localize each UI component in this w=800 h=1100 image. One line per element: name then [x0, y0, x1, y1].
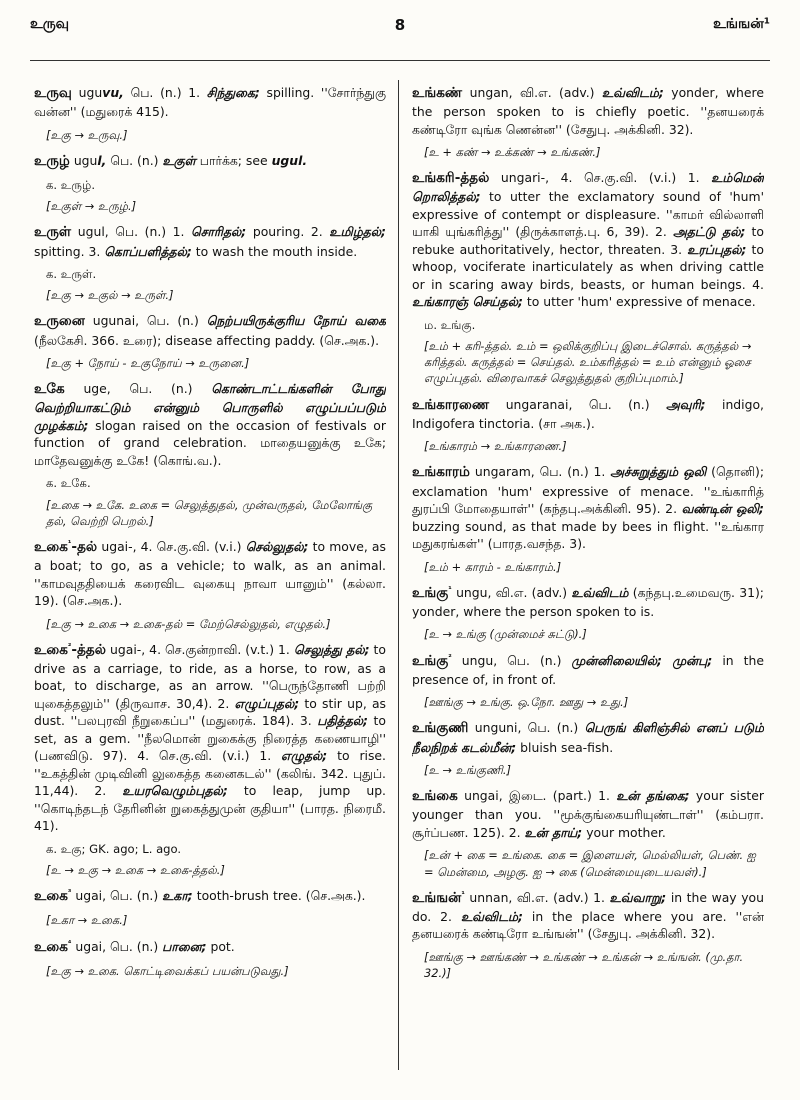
page-number: 8: [394, 16, 406, 34]
entry-headword: உங்கு$^{^1}$: [412, 584, 452, 601]
dictionary-entry: [34, 538, 386, 610]
header-left-guide-word: உருவு: [30, 16, 70, 32]
header-right-guide-word: உங்ஙன்¹: [713, 16, 770, 32]
entry-definition: unguni, பெ. (n.) பெருங் கிளிஞ்சில் எனப் படும் நீலநிறக் கடல்மீன்; bluish sea-fish.: [412, 720, 764, 755]
entry-etymology: [உகா → உகை.]: [46, 913, 128, 928]
entry-etymology: [ஊங்கு → உங்கு. ஒ.நோ. ஊது → உது.]: [424, 695, 629, 710]
entry-etymology: [உ → உகு → உகை → உகை-த்தல்.]: [46, 862, 225, 877]
entry-cognate: க. உகே.: [46, 476, 91, 491]
dictionary-entry: [412, 396, 764, 433]
entry-definition: ugai, பெ. (n.) உகா; tooth-brush tree. (செ.அக.).: [75, 888, 366, 904]
entry-headword: உங்கண்: [412, 85, 463, 101]
entry-definition: ungu, வி.எ. (adv.) உவ்விடம் (கந்தபு.உமைவரு. 31); yonder, where the person spoken to is.: [412, 584, 764, 619]
entry-headword: உகை$^{^3}$: [34, 887, 72, 905]
entry-headword: உகை$^{^1}$-தல்: [34, 538, 98, 555]
entry-headword: உங்காரணை: [412, 396, 490, 413]
dictionary-entry: [412, 584, 764, 621]
entry-definition: ungaram, பெ. (n.) 1. அச்சுறுத்தும் ஒலி (தொனி); exclamation 'hum' expressive of menace. ''உங்காரித் துரப்பி மோதையாள்'' (கந்தபு.அக்கினி. 95). 2. வண்டின் ஒலி; buzzing sound, as that made by bees in flight. ''உங்கார மதுகரங்கள்'' (பாரத.வசந்த. 3).: [412, 464, 764, 552]
entry-etymology: [உம் + காரம் - உங்காரம்.]: [424, 559, 562, 574]
entry-definition: ungaranai, பெ. (n.) அவுரி; indigo, Indigofera tinctoria. (சா அக.).: [412, 396, 764, 431]
left-column: [34, 84, 386, 1084]
entry-definition: ungai, இடை. (part.) 1. உன் தங்கை; your sister younger than you. ''மூக்குங்கையரியுண்டாள்'' (கம்பரா. சூர்ப்பண. 125). 2. உன் தாய்; your mother.: [412, 788, 764, 840]
entry-definition: ugai, பெ. (n.) பானை; pot.: [75, 938, 235, 954]
entry-headword: உருனை: [34, 313, 85, 330]
dictionary-entry: [34, 380, 386, 469]
entry-cognate: க. உருழ்.: [46, 177, 96, 192]
entry-definition: ugai-, 4. செ.குன்றாவி. (v.t.) 1. செலுத்து தல்; to drive as a carriage, to ride, as a horse, to row, as a boat, to discharge, as an arrow. ''பெருந்தோணி பற்றி யுகைத்தலும்'' (திருவாச. 30,4). 2. எழுப்புதல்; to stir up, as dust. ''பலபுரவி நீறுகைப்ப'' (மதுரைக். 184). 3. பதித்தல்; to set, as a gem. ''நீலமொன் றுகைக்கு நிரைத்த கணையாழி'' (பணவிடு. 97). 4. செ.கு.வி. (v.i.) 1. எழுதல்; to rise. ''உகத்தின் முடிவினி லுகைத்த கனைகடல்'' (கலிங். 342. புதுப். 11,44). 2. உயரவெழும்புதல்; to leap, jump up. ''கொடிந்தடந் தேரினின் றுகைத்துமுன் குதியா'' (பாரத. நிரைமீ. 41).: [34, 641, 386, 834]
entry-definition: ugul, பெ. (n.) 1. சொரிதல்; pouring. 2. உமிழ்தல்; spitting. 3. கொப்பளித்தல்; to wash the mouth inside.: [34, 224, 386, 259]
dictionary-entry: [412, 463, 764, 552]
dictionary-entry: [34, 152, 386, 171]
entry-etymology: [உங்காரம் → உங்காரணை.]: [424, 439, 567, 454]
dictionary-entry: [412, 84, 764, 138]
dictionary-entry: [34, 938, 386, 957]
entry-etymology: [உ + கண் → உக்கண் → உங்கண்.]: [424, 145, 601, 160]
entry-definition: ugunai, பெ. (n.) நெற்பயிருக்குரிய நோய் வகை (நீலகேசி. 366. உரை); disease affecting paddy. (செ.அக.).: [34, 313, 386, 348]
entry-definition: unnan, வி.எ. (adv.) 1. உவ்வாறு; in the way you do. 2. உவ்விடம்; in the place where you are. ''என் தனயரைக் கண்டிரோ உங்ஙன்'' (சேதுபு. அக்கினி. 32).: [412, 889, 764, 942]
dictionary-entry: [412, 169, 764, 311]
entry-etymology: [உ → உங்குணி.]: [424, 763, 511, 778]
dictionary-entry: [412, 719, 764, 756]
dictionary-entry: [34, 84, 386, 121]
entry-cognate: க. உருள்.: [46, 267, 97, 282]
entry-headword: உங்காரம்: [412, 464, 470, 481]
entry-etymology: [உகு → உருவு.]: [46, 127, 128, 142]
entry-headword: உகை$^{^4}$: [34, 937, 72, 955]
page-header: [30, 16, 770, 40]
entry-cognate: க. உகு; GK. ago; L. ago.: [46, 841, 182, 856]
entry-headword: உங்கரி-த்தல்: [412, 170, 490, 187]
entry-headword: உருழ்: [34, 152, 70, 169]
dictionary-entry: [34, 223, 386, 260]
entry-cognate: ம. உங்கு.: [424, 317, 476, 332]
entry-etymology: [உ → உங்கு (முன்மைச் சுட்டு).]: [424, 627, 587, 642]
right-column: [412, 84, 764, 1084]
entry-headword: உங்குணி: [412, 720, 469, 737]
dictionary-entry: [34, 312, 386, 349]
entry-definition: uguvu, பெ. (n.) 1. சிந்துகை; spilling. ''சோர்ந்துகு வன்ன'' (மதுரைக் 415).: [34, 85, 386, 120]
entry-headword: உருவு: [34, 85, 72, 101]
entry-headword: உங்ஙன்$^{^1}$: [412, 889, 465, 906]
entry-definition: ugai-, 4. செ.கு.வி. (v.i.) செல்லுதல்; to move, as a boat; to go, as a vehicle; to walk, as an animal. ''காமவுததியைக் கரைவிட வுகையு நாவா யானும்'' (கல்லா. 19). (செ.அக.).: [34, 538, 386, 609]
entry-etymology: [உகு → உகை. கொட்டிவைக்கப் பயன்படுவது.]: [46, 963, 289, 978]
entry-etymology: [உம் + கரி-த்தல். உம் = ஒலிக்குறிப்பு இடைச்சொல். கருத்தல் → கரித்தல். கருத்தல் = செய்தல். உம்கரித்தல் = உம் என்னும் ஓசை எழுப்புதல். விரைவாகச் செலுத்துதல் குறிப்புமாம்.]: [424, 339, 752, 386]
entry-etymology: [உகு → உகை → உகை-தல் = மேற்செல்லுதல், எழுதல்.]: [46, 616, 331, 631]
entry-headword: உருள்: [34, 224, 72, 241]
entry-etymology: [உகுள் → உருழ்.]: [46, 199, 137, 214]
entry-definition: ugul, பெ. (n.) உகுள் பார்க்க; see ugul.: [73, 152, 308, 168]
entry-headword: உங்கு$^{^2}$: [412, 652, 452, 669]
column-divider: [398, 80, 399, 1070]
entry-etymology: [உகை → உகே. உகை = செலுத்துதல், முன்வருதல், மேலோங்கு தல், வெற்றி பெறல்.]: [46, 497, 373, 528]
dictionary-entry: [34, 641, 386, 835]
entry-definition: uge, பெ. (n.) கொண்டாட்டங்களின் போது வெற்றியாகட்டும் என்னும் பொருளில் எழுப்பப்படும் முழக்கம்; slogan raised on the occasion of festivals or function of grand celebration. மாதையனுக்கு உகே; மாதேவனுக்கு உகே! (கொங்.வ.).: [34, 381, 386, 468]
entry-headword: உகே: [34, 381, 65, 398]
header-rule: [30, 60, 770, 61]
entry-headword: உங்கை: [412, 788, 458, 805]
entry-etymology: [உகு → உகுல் → உருள்.]: [46, 288, 174, 303]
entry-definition: ungu, பெ. (n.) முன்னிலையில்; முன்பு; in the presence of, in front of.: [412, 652, 764, 687]
dictionary-entry: [412, 652, 764, 689]
dictionary-entry: [34, 887, 386, 906]
entry-etymology: [உகு + நோய் - உகுநோய் → உருனை.]: [46, 356, 250, 371]
entry-definition: ungari-, 4. செ.கு.வி. (v.i.) 1. உம்மென் றொலித்தல்; to utter the exclamatory sound of 'hum' expressive of contempt or displeasure. ''காமர் வில்லாளி யாகி யுங்கரித்து'' (திருக்காளத்.பு. 6, 39). 2. அதட்டு தல்; to rebuke authoritatively, hector, threaten. 3. உரப்புதல்; to whoop, vociferate inarticulately as when driving cattle or in scaring away birds, beasts, or human beings. 4. உங்காரஞ் செய்தல்; to utter 'hum' expressive of menace.: [412, 170, 764, 310]
entry-etymology: [உன் + கை = உங்கை. கை = இளையள், மெல்லியள், பெண். ஐ = மென்மை, அழகு. ஐ → கை (மென்மையுடையவள்).]: [424, 848, 756, 879]
dictionary-entry: [412, 787, 764, 841]
entry-definition: ungan, வி.எ. (adv.) உவ்விடம்; yonder, where the person spoken to is chiefly poetic. ''தனயரைக் கண்டிரோ வுங்க ணென்ன'' (சேதுபு. அக்கினி. 32).: [412, 85, 764, 137]
dictionary-entry: [412, 889, 764, 943]
entry-etymology: [ஊங்கு → ஊங்கண் → உங்கண் → உங்கன் → உங்ஙன். (மு.தா. 32.)]: [424, 949, 744, 981]
entry-headword: உகை$^{^2}$-த்தல்: [34, 641, 107, 658]
